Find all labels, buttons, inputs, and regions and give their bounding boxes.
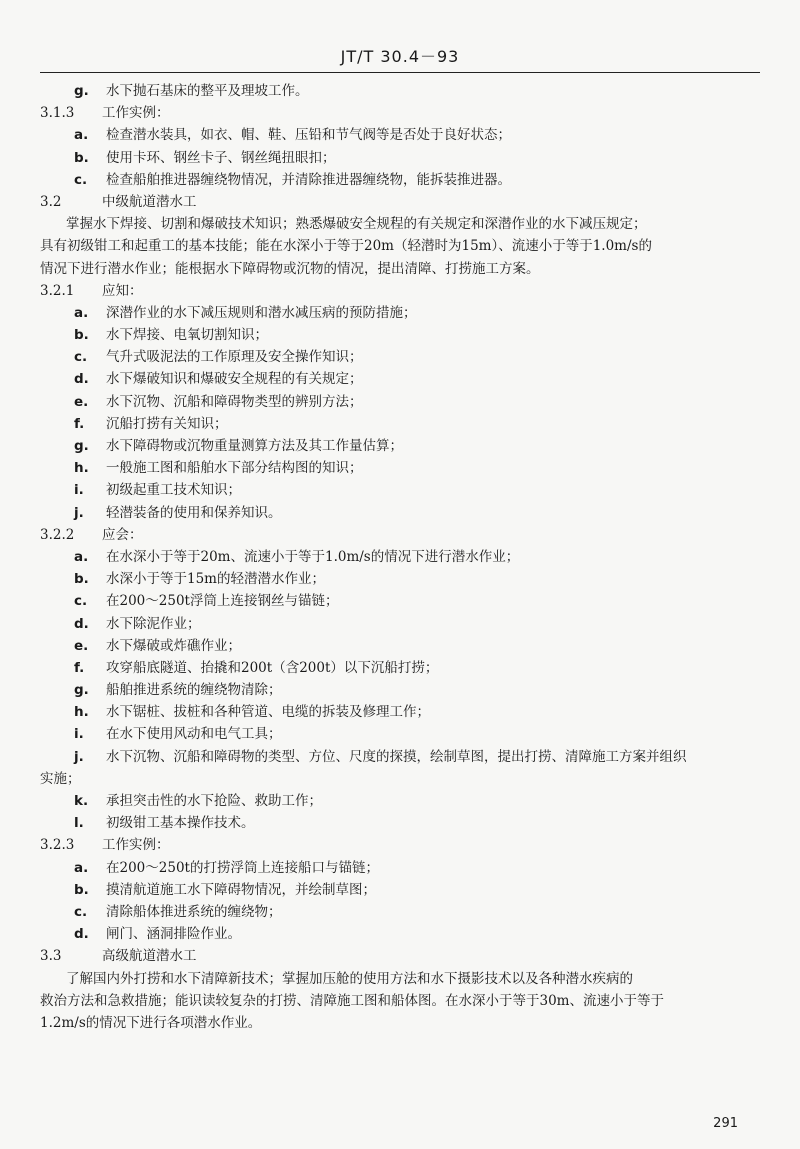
item-text: 初级钳工基本操作技术。 xyxy=(106,815,255,832)
list-item xyxy=(40,657,760,679)
item-text: 使用卡环、钢丝卡子、钢丝绳扭眼扣； xyxy=(106,149,336,166)
item-text: 攻穿船底隧道、抬撬和200t（含200t）以下沉船打捞； xyxy=(106,659,439,676)
item-label: c. xyxy=(74,593,88,610)
item-text: 水下沉物、沉船和障碍物的类型、方位、尺度的探摸，绘制草图，提出打捞、清障施工方案并组织 xyxy=(106,748,687,765)
paragraph-line: 了解国内外打捞和水下清障新技术；掌握加压舱的使用方法和水下摄影技术以及各种潜水疾病的 xyxy=(66,970,633,987)
item-label: b. xyxy=(74,881,89,898)
item-label: e. xyxy=(74,637,89,654)
item-label: i. xyxy=(74,726,84,743)
paragraph-continuation: 救治方法和急救措施；能识读较复杂的打捞、清障施工图和船体图。在水深小于等于30m、流速小于等于 xyxy=(40,992,664,1009)
item-text: 水下沉物、沉船和障碍物类型的辨别方法； xyxy=(106,393,363,410)
item-label: h. xyxy=(74,460,89,477)
item-text: 沉船打捞有关知识； xyxy=(106,415,228,432)
item-text: 承担突击性的水下抢险、救助工作； xyxy=(106,793,322,809)
section-title: 中级航道潜水工 xyxy=(102,193,197,210)
item-label: e. xyxy=(74,393,89,410)
item-text: 水下焊接、电氧切割知识； xyxy=(106,327,268,344)
list-item xyxy=(40,435,760,457)
item-text: 在水深小于等于20m、流速小于等于1.0m/s的情况下进行潜水作业； xyxy=(106,548,520,565)
item-text: 清除船体推进系统的缠绕物； xyxy=(106,903,282,920)
section-heading xyxy=(40,102,760,124)
item-label: d. xyxy=(74,615,89,632)
item-label: a. xyxy=(74,304,89,321)
item-label: a. xyxy=(74,859,89,876)
paragraph-continuation: 1.2m/s的情况下进行各项潜水作业。 xyxy=(40,1014,262,1031)
item-label: g. xyxy=(74,83,89,99)
item-text: 轻潜装备的使用和保养知识。 xyxy=(106,504,282,521)
list-item xyxy=(40,124,760,146)
item-text: 船舶推进系统的缠绕物清除； xyxy=(106,682,282,699)
list-item xyxy=(40,302,760,324)
section-title: 工作实例： xyxy=(102,837,170,854)
list-item xyxy=(40,479,760,501)
standard-number: JT/T 30.4－93 xyxy=(340,47,460,66)
section-heading xyxy=(40,280,760,302)
section-heading xyxy=(40,834,760,856)
item-label: c. xyxy=(74,171,88,188)
section-title: 应会： xyxy=(102,526,143,543)
item-label: c. xyxy=(74,349,88,366)
item-text: 在200～250t的打捞浮筒上连接船口与锚链； xyxy=(106,859,379,876)
list-item xyxy=(40,723,760,745)
list-item xyxy=(40,679,760,701)
section-heading xyxy=(40,524,760,546)
item-text: 深潜作业的水下减压规则和潜水减压病的预防措施； xyxy=(106,304,417,321)
section-heading xyxy=(40,191,760,213)
section-title: 工作实例： xyxy=(102,105,170,122)
item-text: 摸清航道施工水下障碍物情况，并绘制草图； xyxy=(106,881,376,898)
list-item xyxy=(40,812,760,834)
list-item xyxy=(40,391,760,413)
item-text: 初级起重工技术知识； xyxy=(106,482,241,499)
list-item xyxy=(40,169,760,191)
section-title: 应知： xyxy=(102,282,143,299)
list-item xyxy=(40,857,760,879)
item-text: 水下锯桩、拔桩和各种管道、电缆的拆装及修理工作； xyxy=(106,704,430,721)
item-label: k. xyxy=(74,793,89,809)
list-item xyxy=(40,790,760,812)
list-item xyxy=(40,546,760,568)
item-text: 水下障碍物或沉物重量测算方法及其工作量估算； xyxy=(106,438,403,454)
item-label: f. xyxy=(74,415,85,432)
item-label: b. xyxy=(74,327,89,344)
section-number: 3.2.3 xyxy=(40,837,75,854)
item-text: 检查船舶推进器缠绕物情况，并清除推进器缠绕物，能拆装推进器。 xyxy=(106,171,511,188)
item-label: b. xyxy=(74,571,89,588)
item-text: 闸门、涵洞排险作业。 xyxy=(106,926,241,943)
list-item xyxy=(40,746,760,768)
page-number: 291 xyxy=(713,1116,738,1131)
list-item xyxy=(40,568,760,590)
item-label: f. xyxy=(74,659,85,676)
item-text: 水深小于等于15m的轻潜潜水作业； xyxy=(106,571,325,588)
list-item xyxy=(40,147,760,169)
item-text: 水下除泥作业； xyxy=(106,615,201,632)
item-label: a. xyxy=(74,127,89,144)
paragraph-continuation: 情况下进行潜水作业；能根据水下障碍物或沉物的情况，提出清障、打捞施工方案。 xyxy=(40,260,540,277)
item-label: d. xyxy=(74,371,89,388)
paragraph-line: 掌握水下焊接、切割和爆破技术知识；熟悉爆破安全规程的有关规定和深潜作业的水下减压规定； xyxy=(66,216,647,233)
list-item xyxy=(40,457,760,479)
item-label: g. xyxy=(74,438,89,454)
item-text: 在200～250t浮筒上连接钢丝与锚链； xyxy=(106,593,339,610)
section-number: 3.3 xyxy=(40,948,62,965)
section-title: 高级航道潜水工 xyxy=(102,948,197,965)
item-text: 检查潜水装具，如衣、帽、鞋、压铅和节气阀等是否处于良好状态； xyxy=(106,127,511,144)
paragraph-continuation: 具有初级钳工和起重工的基本技能；能在水深小于等于20m（轻潜时为15m）、流速小于等于1.0m/s的 xyxy=(40,238,652,255)
item-text: 在水下使用风动和电气工具； xyxy=(106,726,282,743)
item-label: i. xyxy=(74,482,84,499)
list-item xyxy=(40,613,760,635)
paragraph-continuation: 实施； xyxy=(40,770,81,787)
section-number: 3.2 xyxy=(40,193,62,210)
item-label: j. xyxy=(74,504,84,521)
item-text: 一般施工图和船舶水下部分结构图的知识； xyxy=(106,460,363,477)
item-text: 水下抛石基床的整平及理坡工作。 xyxy=(106,83,309,99)
list-item xyxy=(40,324,760,346)
section-number: 3.2.2 xyxy=(40,526,75,543)
list-item xyxy=(40,368,760,390)
list-item xyxy=(40,923,760,945)
list-item xyxy=(40,879,760,901)
page-header xyxy=(40,38,760,73)
item-text: 气升式吸泥法的工作原理及安全操作知识； xyxy=(106,349,363,366)
list-item xyxy=(40,413,760,435)
item-label: b. xyxy=(74,149,89,166)
list-item xyxy=(40,346,760,368)
section-number: 3.1.3 xyxy=(40,105,75,122)
item-label: d. xyxy=(74,926,89,943)
list-item xyxy=(40,701,760,723)
section-heading xyxy=(40,945,760,967)
list-item xyxy=(40,635,760,657)
item-text: 水下爆破知识和爆破安全规程的有关规定； xyxy=(106,371,363,388)
item-label: a. xyxy=(74,548,89,565)
document-body xyxy=(40,80,760,1034)
list-item xyxy=(40,901,760,923)
list-item xyxy=(40,590,760,612)
item-text: 水下爆破或炸礁作业； xyxy=(106,637,241,654)
item-label: l. xyxy=(74,815,84,832)
item-label: c. xyxy=(74,903,88,920)
list-item xyxy=(40,80,760,102)
list-item xyxy=(40,502,760,524)
item-label: h. xyxy=(74,704,89,721)
item-label: g. xyxy=(74,682,89,699)
item-label: j. xyxy=(74,748,84,765)
section-number: 3.2.1 xyxy=(40,282,75,299)
